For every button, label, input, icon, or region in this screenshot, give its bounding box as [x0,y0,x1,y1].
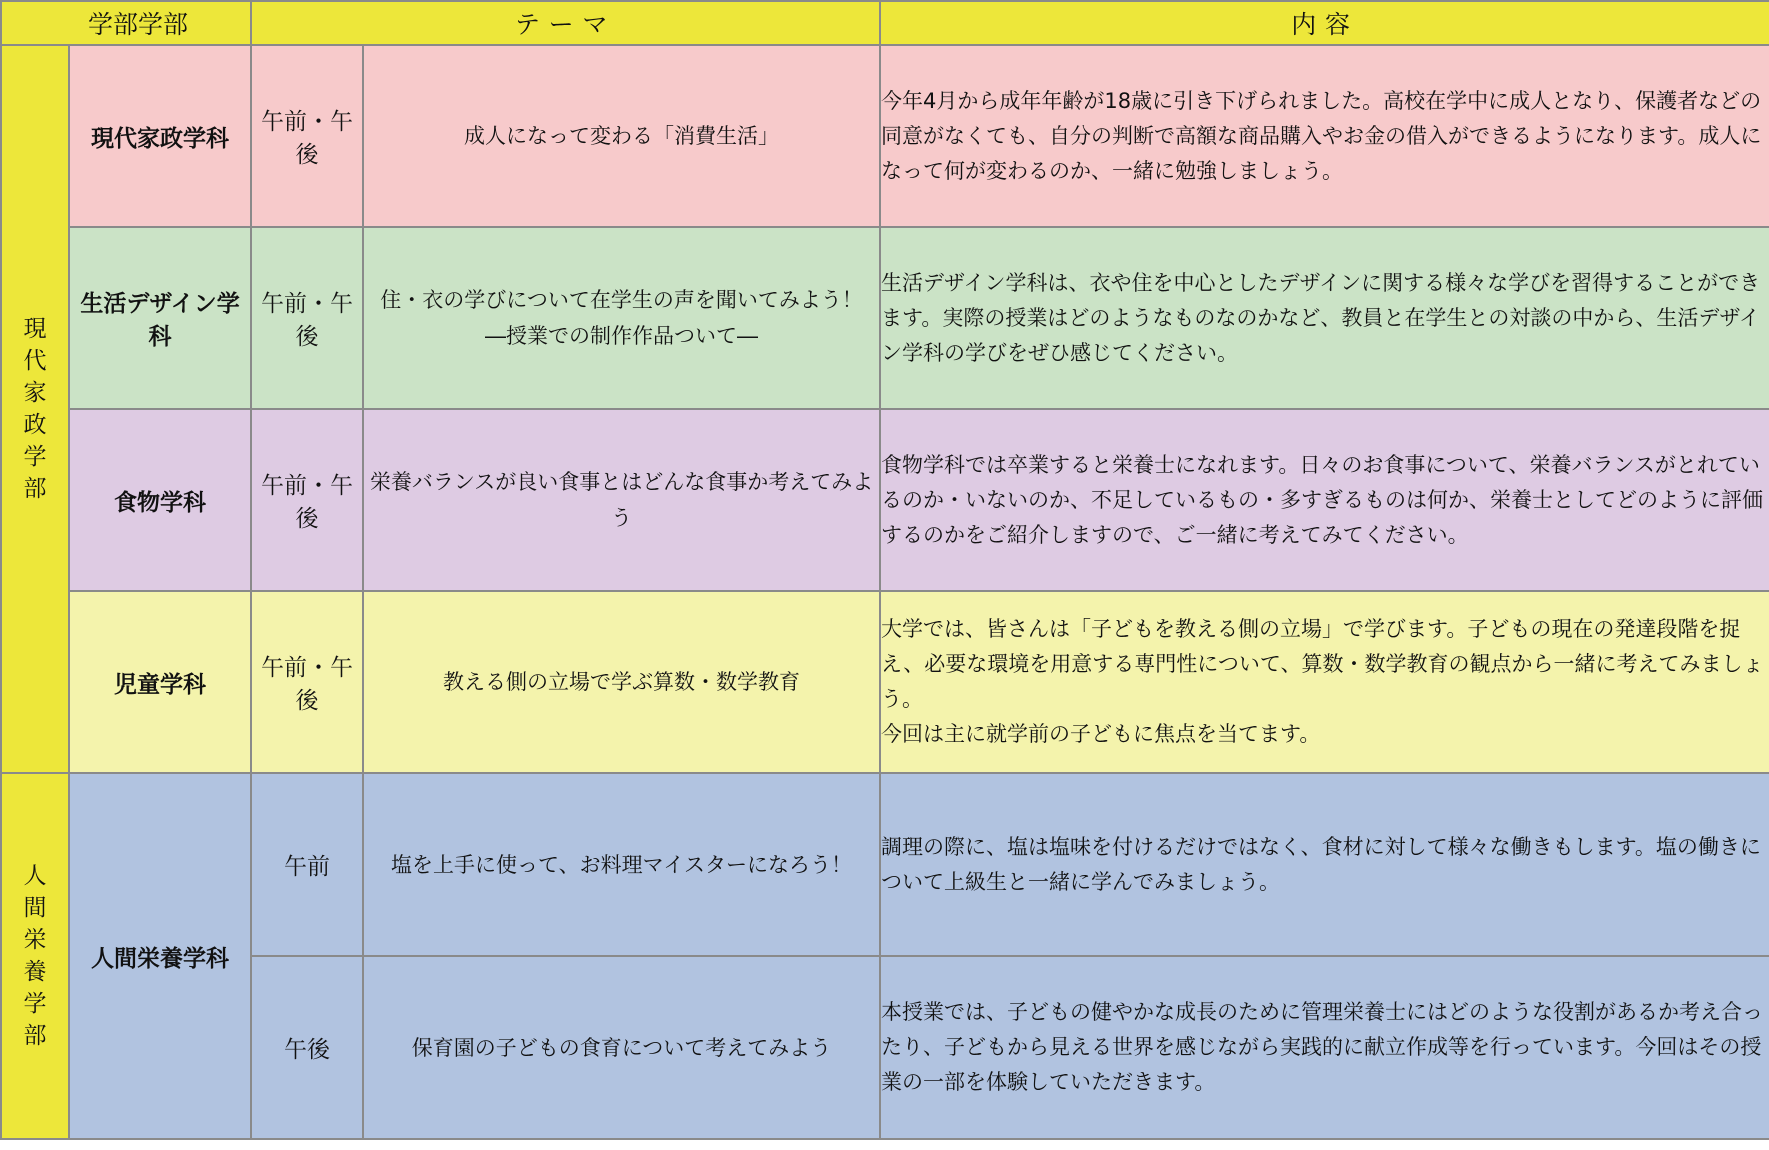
time-cell: 午後 [251,956,363,1139]
theme-cell: 成人になって変わる「消費生活」 [363,45,880,227]
theme-cell: 保育園の子どもの食育について考えてみよう [363,956,880,1139]
content-cell: 生活デザイン学科は、衣や住を中心としたデザインに関する様々な学びを習得することができます。実際の授業はどのようなものなのかなど、教員と在学生との対談の中から、生活デザイン学科の学びをぜひ感じてください。 [880,227,1769,409]
theme-subtitle: ―授業での制作作品ついて― [485,324,759,348]
header-faculty: 学部学部 [1,1,251,45]
department-cell: 児童学科 [69,591,251,773]
theme-cell: 栄養バランスが良い食事とはどんな食事か考えてみよう [363,409,880,591]
content-cell [880,591,1769,773]
content-cell: 調理の際に、塩は塩味を付けるだけではなく、食材に対して様々な働きもします。塩の働きについて上級生と一緒に学んでみましょう。 [880,773,1769,956]
department-cell: 食物学科 [69,409,251,591]
faculty-label: 現代家政学部 [23,316,47,502]
faculty-label: 人間栄養学部 [23,863,47,1049]
theme-cell: 教える側の立場で学ぶ算数・数学教育 [363,591,880,773]
header-content: 内容 [880,1,1769,45]
department-cell: 生活デザイン学科 [69,227,251,409]
department-cell: 人間栄養学科 [69,773,251,1139]
theme-cell [363,227,880,409]
department-cell: 現代家政学科 [69,45,251,227]
time-cell: 午前・午後 [251,591,363,773]
table-row [1,45,1769,227]
time-cell: 午前・午後 [251,45,363,227]
content-text: 大学では、皆さんは「子どもを教える側の立場」で学びます。子どもの現在の発達段階を捉え、必要な環境を用意する専門性について、算数・数学教育の観点から一緒に考えてみましょう。 [881,617,1764,711]
table-header-row [1,1,1769,45]
content-note: 今回は主に就学前の子どもに焦点を当てます。 [881,722,1321,746]
time-cell: 午前 [251,773,363,956]
table-row [1,409,1769,591]
header-theme: テーマ [251,1,880,45]
theme-cell: 塩を上手に使って、お料理マイスターになろう！ [363,773,880,956]
content-cell: 食物学科では卒業すると栄養士になれます。日々のお食事について、栄養バランスがとれているのか・いないのか、不足しているもの・多すぎるものは何か、栄養士としてどのように評価するのかをご紹介しますので、ご一緒に考えてみてください。 [880,409,1769,591]
faculty-cell-modern-home [1,45,69,773]
content-cell: 本授業では、子どもの健やかな成長のために管理栄養士にはどのような役割があるか考え合ったり、子どもから見える世界を感じながら実践的に献立作成等を行っています。今回はその授業の一部を体験していただきます。 [880,956,1769,1139]
table-row [1,773,1769,956]
time-cell: 午前・午後 [251,409,363,591]
table-row [1,227,1769,409]
content-cell: 今年4月から成年年齢が18歳に引き下げられました。高校在学中に成人となり、保護者などの同意がなくても、自分の判断で高額な商品購入やお金の借入ができるようになります。成人になって何が変わるのか、一緒に勉強しましょう。 [880,45,1769,227]
theme-title: 住・衣の学びについて在学生の声を聞いてみよう！ [380,288,863,312]
table-row [1,591,1769,773]
faculty-cell-human-nutrition [1,773,69,1139]
table-row [1,956,1769,1139]
time-cell: 午前・午後 [251,227,363,409]
